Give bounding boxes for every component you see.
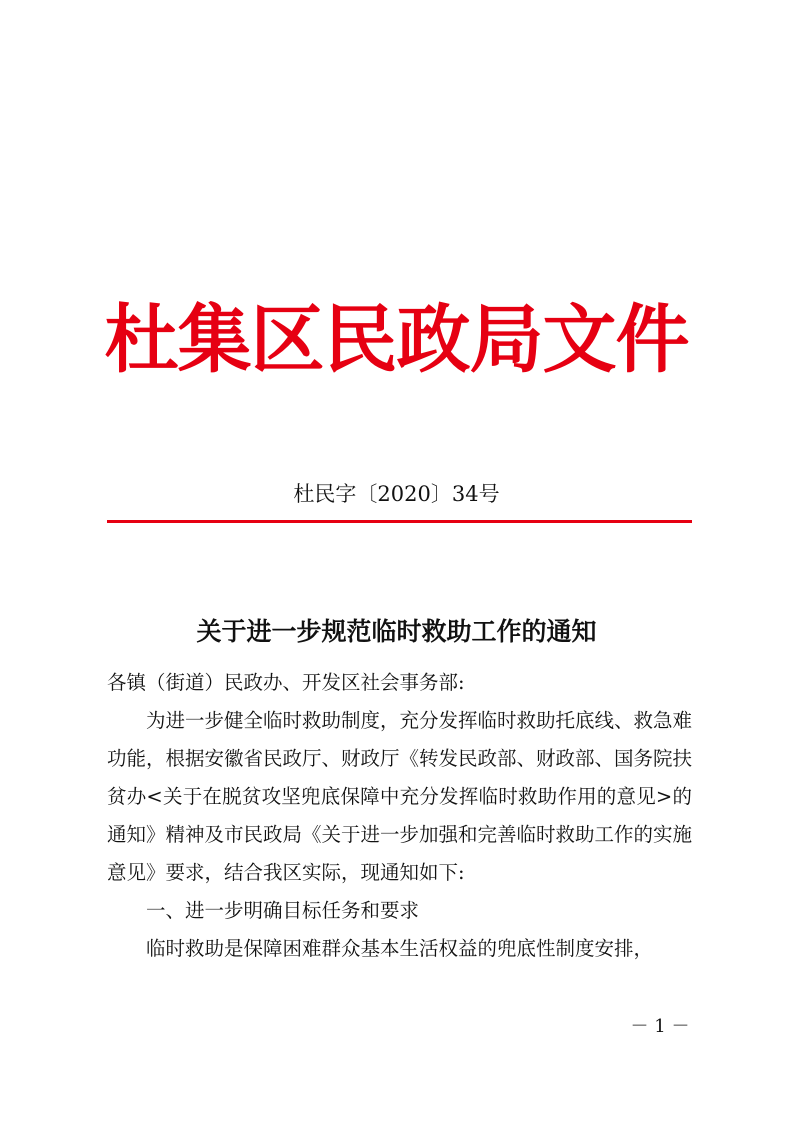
page-number: － 1 － [630,1016,690,1037]
notice-title: 关于进一步规范临时救助工作的通知 [196,617,597,646]
document-body [107,664,692,968]
addressee-line: 各镇（街道）民政办、开发区社会事务部: [107,671,465,694]
section-heading: 一、进一步明确目标任务和要求 [146,899,420,922]
body-paragraph: 临时救助是保障困难群众基本生活权益的兜底性制度安排， [146,937,654,960]
body-paragraph: 为进一步健全临时救助制度，充分发挥临时救助托底线、救急难功能，根据安徽省民政厅、财政厅《转发民政部、财政部、国务院扶贫办<关于在脱贫攻坚兜底保障中充分发挥临时救助作用的意见>的通知》精神及市民政局《关于进一步加强和完善临时救助工作的实施意见》要求，结合我区实际，现通知如下: [107,709,693,884]
document-header-title: 杜集区民政局文件 [104,297,689,383]
red-divider-line [107,520,692,523]
document-number: 杜民字〔2020〕34号 [293,482,500,506]
